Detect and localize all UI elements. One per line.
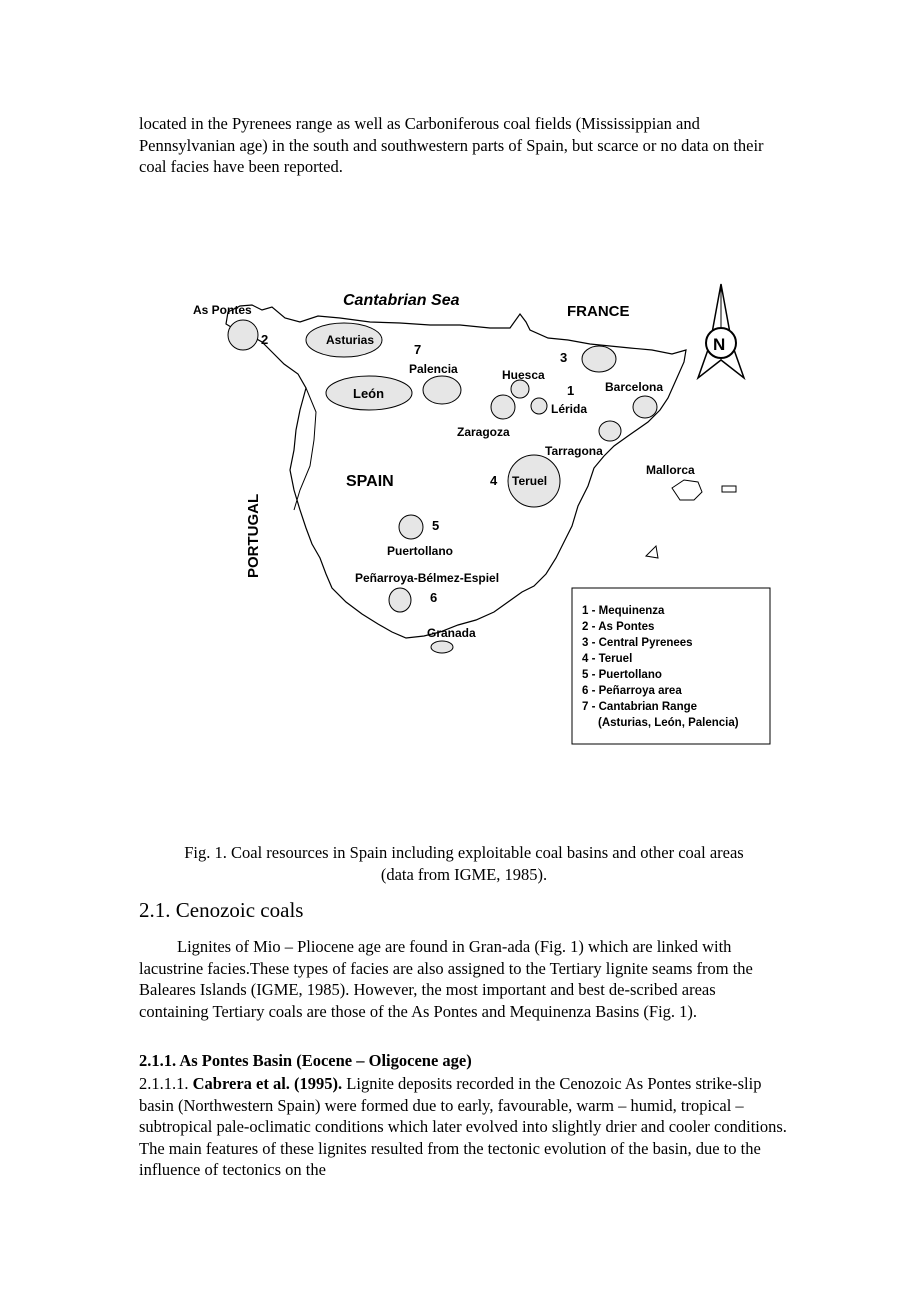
as-pontes-area <box>228 320 258 350</box>
number-5: 5 <box>432 518 440 533</box>
number-7: 7 <box>414 342 422 357</box>
label-asturias: Asturias <box>326 333 375 347</box>
mallorca-island <box>672 480 702 500</box>
puertollano-area <box>399 515 423 539</box>
legend-item-7: 7 - Cantabrian Range <box>582 701 698 713</box>
portugal-label: PORTUGAL <box>245 493 262 578</box>
legend-item-3: 3 - Central Pyrenees <box>582 637 693 649</box>
caption-line-2: (data from IGME, 1985). <box>380 864 548 884</box>
spain-coal-map <box>0 270 920 790</box>
huesca-area <box>511 380 529 398</box>
label-tarragona: Tarragona <box>545 444 603 458</box>
granada-area <box>431 641 453 653</box>
subsection-paragraph <box>139 1073 789 1181</box>
label-huesca: Huesca <box>502 368 545 382</box>
label-puertollano: Puertollano <box>387 544 454 558</box>
figure-caption <box>139 842 789 885</box>
section-paragraph: Lignites of Mio – Pliocene age are found in Gran-ada (Fig. 1) which are linked with lacustrine facies.These types of facies are also assigned to the Tertiary lignite seams from the Baleares Islands (IGME, 1985). However, the most important and best de-scribed areas containing Tertiary coals are those of the As Pontes and Mequinenza Basins (Fig. 1). <box>139 937 753 1021</box>
label-zaragoza: Zaragoza <box>457 425 510 439</box>
label-lerida: Lérida <box>551 402 588 416</box>
menorca-island <box>722 486 736 492</box>
lerida-area <box>531 398 547 414</box>
barcelona-area <box>633 396 657 418</box>
central-pyrenees-area <box>582 346 616 372</box>
ibiza-island <box>646 546 658 558</box>
label-leon: León <box>353 386 385 401</box>
subsection-citation: Cabrera et al. (1995). <box>192 1074 343 1093</box>
north-arrow-icon <box>698 284 744 378</box>
number-3: 3 <box>560 350 568 365</box>
label-teruel: Teruel <box>512 474 548 488</box>
number-6: 6 <box>430 590 438 605</box>
label-granada: Granada <box>427 626 476 640</box>
caption-line-1: Fig. 1. Coal resources in Spain including exploitable coal basins and other coal areas <box>184 843 744 862</box>
legend-item-4: 4 - Teruel <box>582 653 633 665</box>
north-label: N <box>713 335 726 354</box>
legend-item-1: 1 - Mequinenza <box>582 605 665 617</box>
france-label: FRANCE <box>567 303 630 320</box>
spain-label: SPAIN <box>346 473 394 490</box>
zaragoza-area <box>491 395 515 419</box>
label-mallorca: Mallorca <box>646 463 695 477</box>
subsection-heading: 2.1.1. As Pontes Basin (Eocene – Oligocene age) <box>139 1051 472 1070</box>
tarragona-area <box>599 421 621 441</box>
legend-item-2: 2 - As Pontes <box>582 621 655 633</box>
legend-item-7-detail: (Asturias, León, Palencia) <box>598 717 739 729</box>
legend-item-6: 6 - Peñarroya area <box>582 685 682 697</box>
label-barcelona: Barcelona <box>605 380 664 394</box>
sea-label: Cantabrian Sea <box>343 292 460 309</box>
subsection-text: Lignite deposits recorded in the Cenozoic As Pontes strike-slip basin (Northwestern Spain) were formed due to early, favourable, warm – humid, tropical – subtropical pale-oclimatic conditions which later evolved into slightly drier and cooler conditions. The main features of these lignites resulted from the tectonic evolution of the basin, due to the influence of tectonics on the <box>139 1074 787 1179</box>
number-2: 2 <box>261 332 269 347</box>
intro-paragraph: located in the Pyrenees range as well as Carboniferous coal fields (Mississippian and Pennsylvanian age) in the south and southwestern parts of Spain, but scarce or no data on their coal facies have been reported. <box>139 114 764 176</box>
number-1: 1 <box>567 383 575 398</box>
label-as-pontes: As Pontes <box>193 303 252 317</box>
subsection-number: 2.1.1.1. <box>139 1074 189 1093</box>
palencia-area <box>423 376 461 404</box>
number-4: 4 <box>490 473 498 488</box>
label-penarroya: Peñarroya-Bélmez-Espiel <box>355 571 500 585</box>
legend-item-5: 5 - Puertollano <box>582 669 662 681</box>
penarroya-area <box>389 588 411 612</box>
portugal-border <box>294 388 316 510</box>
section-heading: 2.1. Cenozoic coals <box>139 898 304 922</box>
label-palencia: Palencia <box>409 362 458 376</box>
